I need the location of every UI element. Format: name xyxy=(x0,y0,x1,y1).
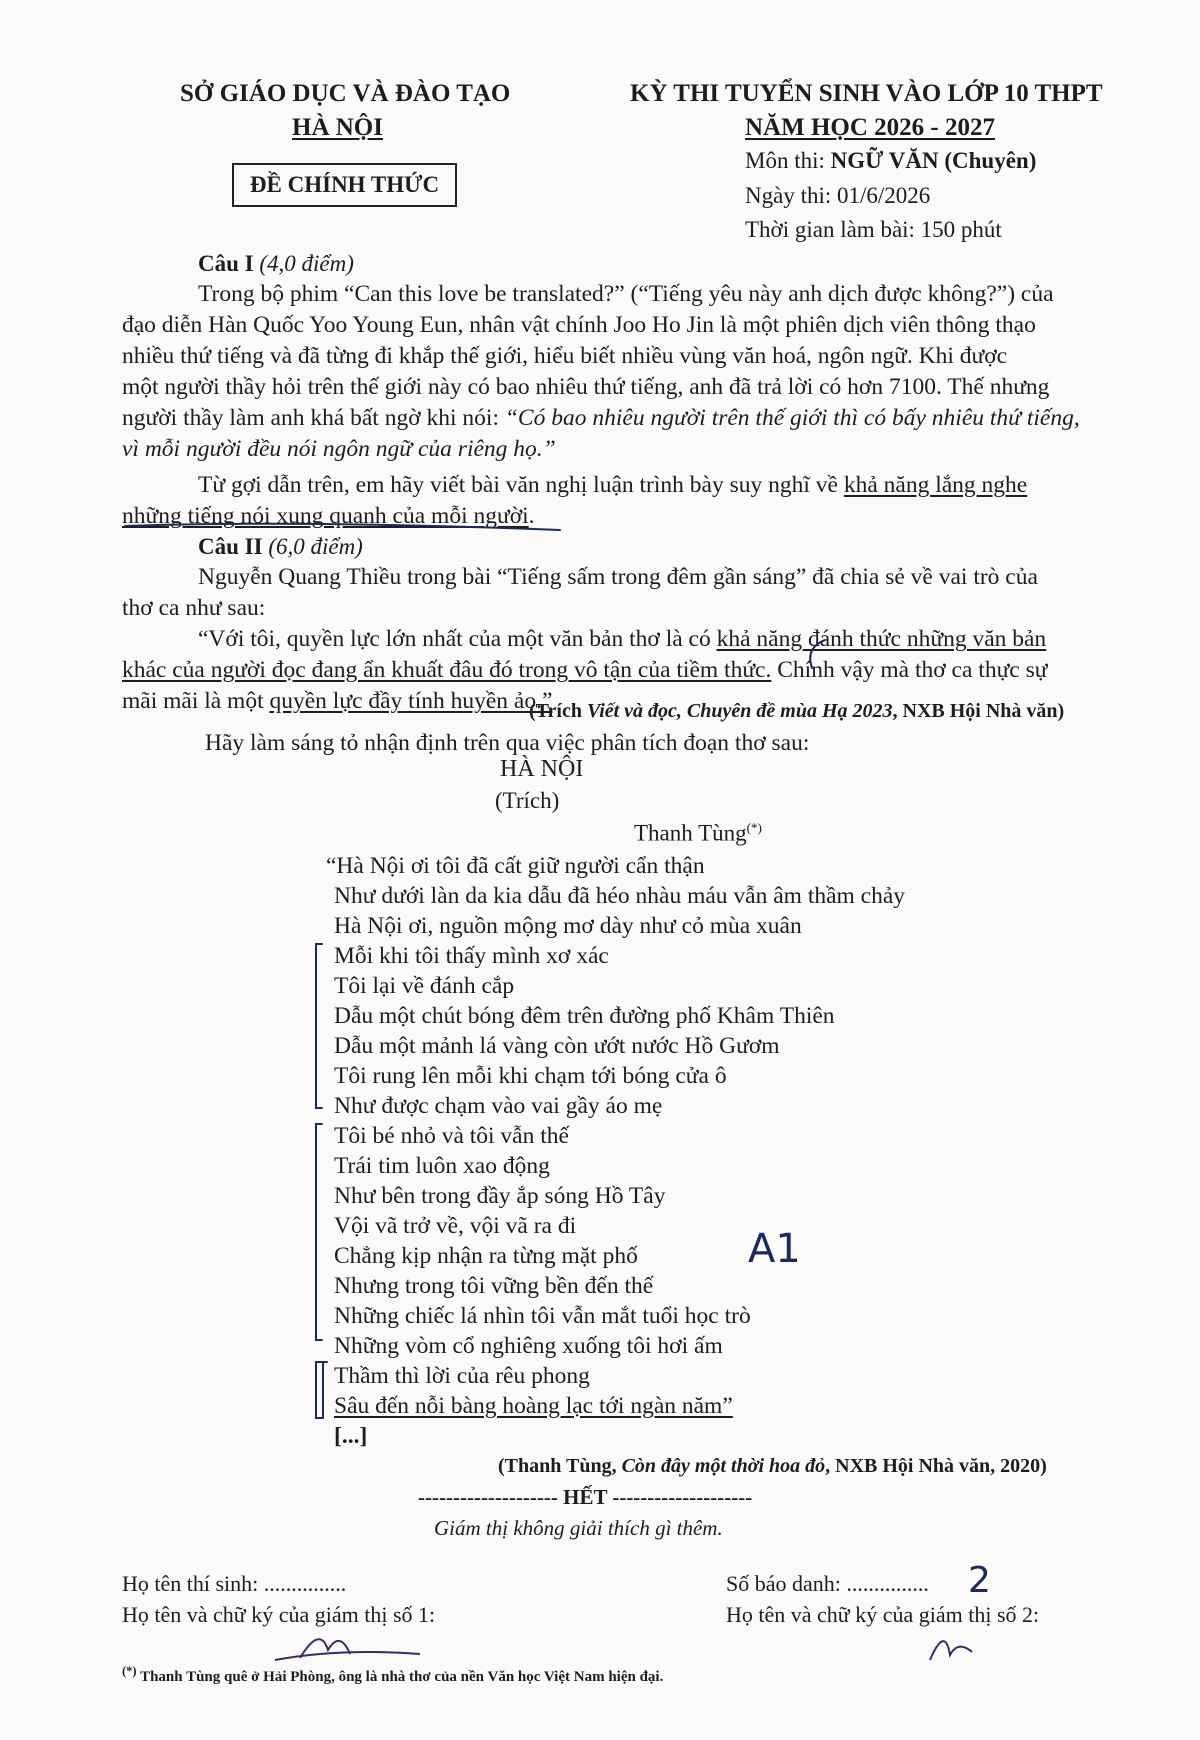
q1-task-underlined: khả năng lắng nghe xyxy=(843,472,1028,498)
poem-line: Như bên trong đầy ắp sóng Hồ Tây xyxy=(334,1183,666,1209)
candidate-number-field: Số báo danh: ............... xyxy=(726,1571,929,1596)
poem-line: Chẳng kịp nhận ra từng mặt phố xyxy=(334,1243,638,1269)
poem-line: “Hà Nội ơi tôi đã cất giữ người cẩn thận xyxy=(326,853,705,879)
q2-intro-line1: Nguyễn Quang Thiều trong bài “Tiếng sấm trong đêm gần sáng” đã chia sẻ về vai trò của xyxy=(198,564,1038,590)
poem-line: Như được chạm vào vai gầy áo mẹ xyxy=(334,1093,663,1119)
supervisor-note: Giám thị không giải thích gì thêm. xyxy=(434,1516,723,1540)
poem-line: Nhưng trong tôi vững bền đến thế xyxy=(334,1273,654,1299)
end-marker: -------------------- HẾT -------------------- xyxy=(418,1485,753,1509)
school-year: NĂM HỌC 2026 - 2027 xyxy=(745,114,995,141)
poem-author xyxy=(634,820,762,847)
source-prefix: (Trích xyxy=(529,700,587,722)
poem-author-footnote-mark: (*) xyxy=(746,820,762,835)
q1-task-line2 xyxy=(122,501,535,532)
q1-para1-line4: một người thầy hỏi trên thế giới này có bao nhiêu thứ tiếng, anh đã trả lời có hơn 7100. Thế nhưng xyxy=(122,374,1050,400)
q1-line5-text: người thầy làm anh khá bất ngờ khi nói: xyxy=(122,405,505,431)
q2-quote-source xyxy=(529,700,1064,723)
question-2-title: Câu II xyxy=(198,534,263,559)
q1-task-period: . xyxy=(528,503,535,529)
poem-bracket-1 xyxy=(316,944,322,1108)
poem-source-title: Còn đây một thời hoa đỏ xyxy=(621,1455,826,1477)
poem-source-publisher: , NXB Hội Nhà văn, 2020) xyxy=(825,1455,1047,1477)
q1-quote-start: “Có bao nhiêu người trên thế giới thì có bấy nhiêu thứ tiếng, xyxy=(504,405,1080,431)
q1-para1-line5 xyxy=(122,403,1080,434)
subject-line xyxy=(745,148,1036,174)
handwritten-digit: 2 xyxy=(968,1560,991,1601)
q2-task: Hãy làm sáng tỏ nhận định trên qua việc phân tích đoạn thơ sau: xyxy=(205,730,810,756)
q1-para1-line2: đạo diễn Hàn Quốc Yoo Young Eun, nhân vật chính Joo Ho Jin là một phiên dịch viên thông thạo xyxy=(122,312,1036,338)
poem-line: Thầm thì lời của rêu phong xyxy=(334,1363,590,1389)
q2-quote-line2 xyxy=(122,655,1048,686)
poem-line: Sâu đến nỗi bàng hoàng lạc tới ngàn năm” xyxy=(334,1393,733,1419)
poem-line: Như dưới làn da kia dẫu đã héo nhàu máu vẫn âm thầm chảy xyxy=(334,883,906,909)
poem-line: Những chiếc lá nhìn tôi vẫn mắt tuổi học trò xyxy=(334,1303,751,1329)
exam-date: Ngày thi: 01/6/2026 xyxy=(745,183,931,208)
question-1-heading xyxy=(198,251,354,277)
poem-ellipsis: [...] xyxy=(334,1423,368,1449)
poem-line: Tôi lại về đánh cắp xyxy=(334,973,515,999)
poem-bracket-2 xyxy=(316,1124,322,1340)
q1-quote-end: vì mỗi người đều nói ngôn ngữ của riêng họ.” xyxy=(122,436,556,462)
q1-task-line1 xyxy=(198,470,1027,501)
footnote-text: Thanh Tùng quê ở Hải Phòng, ông là nhà thơ của nền Văn học Việt Nam hiện đại. xyxy=(140,1669,664,1685)
q2-quote-line3 xyxy=(122,686,552,717)
source-title: Viết và đọc, Chuyên đề mùa Hạ 2023 xyxy=(586,700,893,722)
poem-line: Hà Nội ơi, nguồn mộng mơ dày như cỏ mùa xuân xyxy=(334,913,802,939)
q2-quote-underlined-3: quyền lực đầy tính huyền ảo.” xyxy=(269,688,553,714)
candidate-name-field: Họ tên thí sinh: ............... xyxy=(122,1571,347,1596)
poem-line: Những vòm cổ nghiêng xuống tôi hơi ấm xyxy=(334,1333,723,1359)
supervisor-1-field: Họ tên và chữ ký của giám thị số 1: xyxy=(122,1602,436,1627)
source-publisher: , NXB Hội Nhà văn) xyxy=(892,700,1065,722)
q2-quote-text-1: “Với tôi, quyền lực lớn nhất của một văn bản thơ là có xyxy=(198,626,717,652)
q2-quote-text-2: Chính vậy mà thơ ca thực sự xyxy=(771,657,1048,683)
poem-bracket-3 xyxy=(316,1362,322,1418)
q1-para1-line1: Trong bộ phim “Can this love be translated?” (“Tiếng yêu này anh dịch được không?”) của xyxy=(198,281,1054,307)
poem-source xyxy=(498,1455,1047,1478)
city-name: HÀ NỘI xyxy=(292,114,383,141)
poem-line: Trái tim luôn xao động xyxy=(334,1153,550,1179)
margin-mark-a1: A1 xyxy=(748,1226,801,1272)
exam-duration: Thời gian làm bài: 150 phút xyxy=(745,217,1002,242)
poem-line: Mỗi khi tôi thấy mình xơ xác xyxy=(334,943,609,969)
q2-quote-underlined-2: khác của người đọc đang ẩn khuất đâu đó trong vô tận của tiềm thức. xyxy=(122,657,772,683)
signature-supervisor-2 xyxy=(930,1641,972,1660)
question-1-title: Câu I xyxy=(198,251,254,276)
poem-line: Dẫu một mảnh lá vàng còn ướt nước Hồ Gươm xyxy=(334,1033,780,1059)
q1-task-text: Từ gợi dẫn trên, em hãy viết bài văn nghị luận trình bày suy nghĩ về xyxy=(198,472,844,498)
poem-line: Vội vã trở về, vội vã ra đi xyxy=(334,1213,577,1239)
q2-intro-line2: thơ ca như sau: xyxy=(122,595,266,621)
q1-para1-line3: nhiều thứ tiếng và đã từng đi khắp thế giới, hiểu biết nhiều vùng văn hoá, ngôn ngữ. Khi được xyxy=(122,343,1008,369)
exam-title: KỲ THI TUYỂN SINH VÀO LỚP 10 THPT xyxy=(630,80,1103,107)
official-exam-box: ĐỀ CHÍNH THỨC xyxy=(232,163,457,207)
footnote-mark: (*) xyxy=(122,1664,137,1678)
poem-title: HÀ NỘI xyxy=(500,756,584,782)
q2-quote-line1 xyxy=(198,624,1046,655)
footnote xyxy=(122,1664,663,1686)
poem-line: Tôi bé nhỏ và tôi vẫn thế xyxy=(334,1123,569,1149)
q2-quote-text-3: mãi mãi là một xyxy=(122,688,270,714)
department-name: SỞ GIÁO DỤC VÀ ĐÀO TẠO xyxy=(180,80,511,107)
question-2-points: (6,0 điểm) xyxy=(268,534,363,559)
subject-label: Môn thi: xyxy=(745,148,825,173)
poem-source-prefix: (Thanh Tùng, xyxy=(498,1455,622,1477)
question-1-points: (4,0 điểm) xyxy=(259,251,354,276)
question-2-heading xyxy=(198,534,363,560)
q1-task-underlined-2: những tiếng nói xung quanh của mỗi người xyxy=(122,503,529,529)
poem-line: Dẫu một chút bóng đêm trên đường phố Khâm Thiên xyxy=(334,1003,835,1029)
poem-excerpt-label: (Trích) xyxy=(495,788,560,813)
poem-line: Tôi rung lên mỗi khi chạm tới bóng cửa ô xyxy=(334,1063,727,1089)
subject-value: NGỮ VĂN (Chuyên) xyxy=(830,148,1037,173)
supervisor-2-field: Họ tên và chữ ký của giám thị số 2: xyxy=(726,1602,1040,1627)
signature-supervisor-1 xyxy=(275,1639,420,1660)
poem-bracket-3b xyxy=(323,1362,327,1418)
q2-quote-underlined-1: khả năng đánh thức những văn bản xyxy=(716,626,1047,652)
poem-author-name: Thanh Tùng xyxy=(634,820,747,846)
